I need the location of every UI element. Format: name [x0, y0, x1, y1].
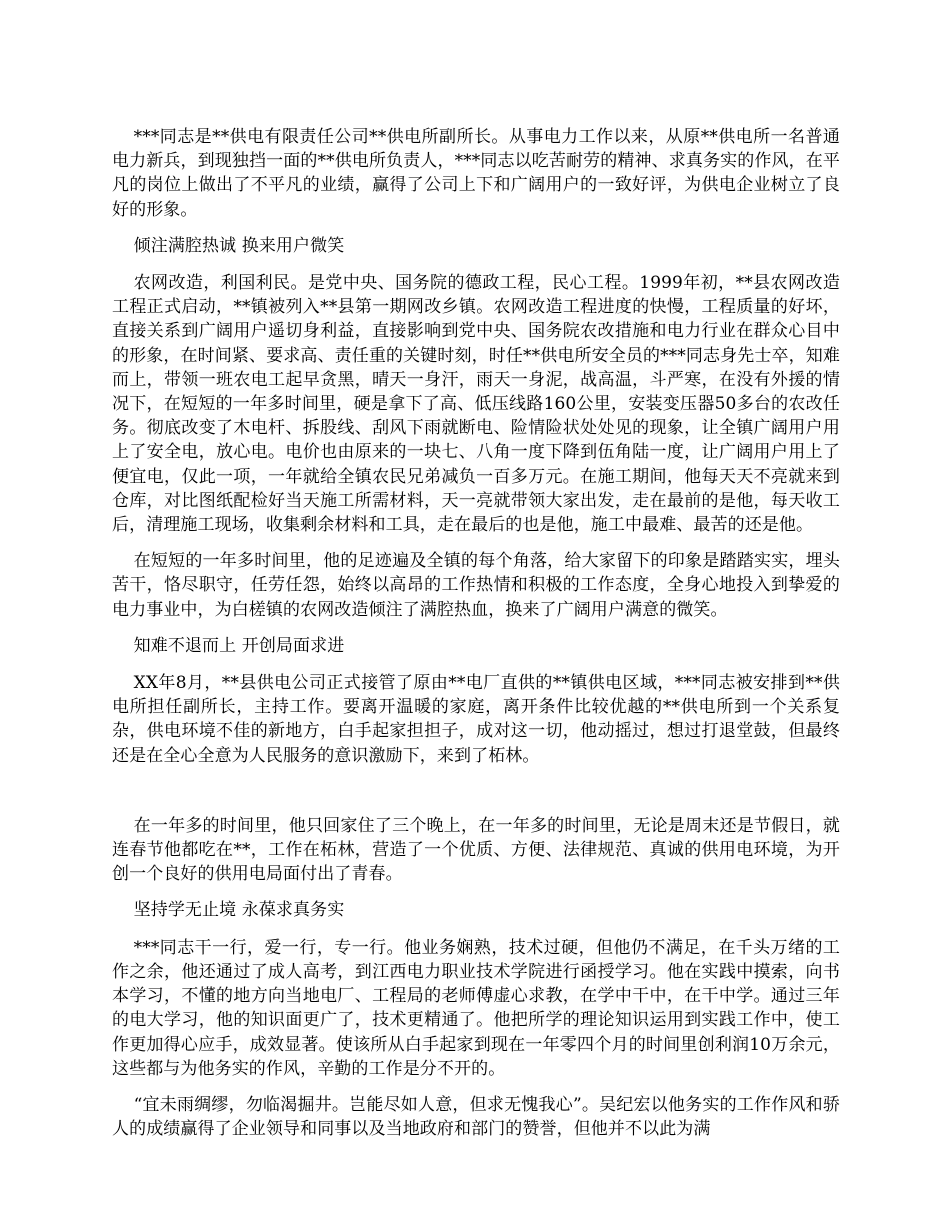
intro-paragraph: ***同志是**供电有限责任公司**供电所副所长。从事电力工作以来，从原**供电所一名普通电力新兵，到现独挡一面的**供电所负责人，***同志以吃苦耐劳的精神、求真务实的作风，在平凡的岗位上做出了不平凡的业绩，赢得了公司上下和广阔用户的一致好评，为供电企业树立了良好的形象。	[112, 127, 840, 220]
section-2-paragraph-2: 在一年多的时间里，他只回家住了三个晚上，在一年多的时间里，无论是周末还是节假日，就连春节他都吃在**，工作在柘林，营造了一个优质、方便、法律规范、真诚的供用电环境，为开创一个良好的供用电局面付出了青春。	[112, 815, 840, 885]
section-1-paragraph-1: 农网改造，利国利民。是党中央、国务院的德政工程，民心工程。1999年初，**县农网改造工程正式启动，**镇被列入**县第一期网改乡镇。农网改造工程进度的快慢，工程质量的好坏，直接关系到广阔用户遥切身利益，直接影响到党中央、国务院农改措施和电力行业在群众心目中的形象，在时间紧、要求高、责任重的关键时刻，时任**供电所安全员的***同志身先士卒，知难而上，带领一班农电工起早贪黑，晴天一身汗，雨天一身泥，战高温，斗严寒，在没有外援的情况下，在短短的一年多时间里，硬是拿下了高、低压线路160公里，安装变压器50多台的农改任务。彻底改变了木电杆、拆股线、刮风下雨就断电、险情险状处处见的现象，让全镇广阔用户用上了安全电，放心电。电价也由原来的一块七、八角一度下降到伍角陆一度，让广阔用户用上了便宜电，仅此一项，一年就给全镇农民兄弟减负一百多万元。在施工期间，他每天天不亮就来到仓库，对比图纸配检好当天施工所需材料，天一亮就带领大家出发，走在最前的是他，每天收工后，清理施工现场，收集剩余材料和工具，走在最后的也是他，施工中最难、最苦的还是他。	[112, 273, 840, 536]
section-heading-1: 倾注满腔热诚 换来用户微笑	[133, 235, 345, 256]
section-3-paragraph-2: “宜未雨绸缪，勿临渴掘井。岂能尽如人意，但求无愧我心”。吴纪宏以他务实的工作作风和骄人的成绩赢得了企业领导和同事以及当地政府和部门的赞誉，但他并不以此为满	[112, 1094, 840, 1140]
section-2-paragraph-1: XX年8月，**县供电公司正式接管了原由**电厂直供的**镇供电区域，***同志被安排到**供电所担任副所长，主持工作。要离开温暖的家庭，离开条件比较优越的**供电所到一个关系复杂，供电环境不佳的新地方，白手起家担担子，成对这一切，他动摇过，想过打退堂鼓，但最终还是在全心全意为人民服务的意识激励下，来到了柘林。	[112, 673, 840, 766]
section-3-paragraph-1: ***同志干一行，爱一行，专一行。他业务娴熟，技术过硬，但他仍不满足，在千头万绪的工作之余，他还通过了成人高考，到江西电力职业技术学院进行函授学习。他在实践中摸索，向书本学习，不懂的地方向当地电厂、工程局的老师傅虚心求教，在学中干中，在干中学。通过三年的电大学习，他的知识面更广了，技术更精通了。他把所学的理论知识运用到实践工作中，使工作更加得心应手，成效显著。使该所从白手起家到现在一年零四个月的时间里创利润10万余元，这些都与为他务实的作风，辛勤的工作是分不开的。	[112, 937, 840, 1079]
blank-gap	[112, 780, 840, 814]
section-1-paragraph-2: 在短短的一年多时间里，他的足迹遍及全镇的每个角落，给大家留下的印象是踏踏实实，埋头苦干，恪尽职守，任劳任怨，始终以高昂的工作热情和积极的工作态度，全身心地投入到挚爱的电力事业中，为白槎镇的农网改造倾注了满腔热血，换来了广阔用户满意的微笑。	[112, 551, 840, 620]
section-heading-2: 知难不退而上 开创局面求进	[133, 635, 345, 656]
section-heading-3: 坚持学无止境 永葆求真务实	[133, 900, 345, 921]
document-body	[112, 125, 840, 1153]
